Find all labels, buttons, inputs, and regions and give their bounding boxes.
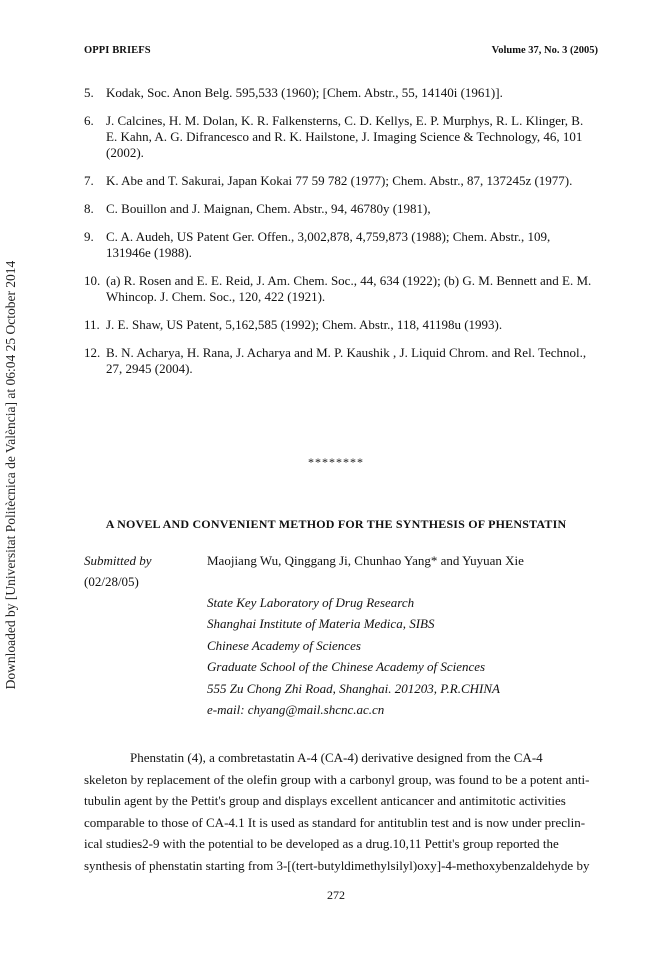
reference-item: [84, 85, 604, 101]
affiliation-line: 555 Zu Chong Zhi Road, Shanghai. 201203, P.R.CHINA: [207, 680, 501, 696]
reference-item: [84, 173, 604, 189]
reference-text: [106, 85, 604, 101]
reference-line: J. E. Shaw, US Patent, 5,162,585 (1992); Chem. Abstr., 118, 41198u (1993).: [106, 317, 503, 332]
affiliation-line: State Key Laboratory of Drug Research: [207, 595, 415, 610]
reference-number: 12.: [84, 345, 101, 360]
body-line: synthesis of phenstatin starting from 3-[(tert-butyldimethylsilyl)oxy]-4-methoxybenzaldehyde by: [84, 857, 590, 873]
reference-number: 10.: [84, 273, 101, 288]
reference-list: [84, 85, 604, 389]
reference-item: [84, 201, 604, 217]
reference-number: 9.: [84, 229, 94, 244]
reference-number: 6.: [84, 113, 94, 128]
body-line: Phenstatin (4), a combretastatin A-4 (CA-4) derivative designed from the CA-4: [130, 750, 543, 765]
reference-text: [106, 173, 604, 189]
reference-line: J. Calcines, H. M. Dolan, K. R. Falkensterns, C. D. Kellys, E. P. Murphys, R. L. Klinger, B.: [106, 113, 584, 128]
reference-item: [84, 273, 604, 305]
reference-line: Whincop. J. Chem. Soc., 120, 422 (1921).: [106, 289, 326, 304]
reference-line: C. Bouillon and J. Maignan, Chem. Abstr., 94, 46780y (1981),: [106, 201, 431, 216]
reference-item: [84, 113, 604, 161]
reference-text: [106, 273, 604, 305]
reference-item: [84, 229, 604, 261]
reference-number: 5.: [84, 85, 94, 100]
running-header-left: OPPI BRIEFS: [84, 45, 151, 56]
body-line: tubulin agent by the Pettit's group and displays excellent anticancer and antimitotic activities: [84, 793, 566, 809]
reference-number: 11.: [84, 317, 100, 332]
author-list: Maojiang Wu, Qinggang Ji, Chunhao Yang* and Yuyuan Xie: [207, 553, 524, 568]
reference-line: 131946e (1988).: [106, 245, 192, 260]
reference-text: [106, 345, 604, 377]
reference-line: (a) R. Rosen and E. E. Reid, J. Am. Chem. Soc., 44, 634 (1922); (b) G. M. Bennett and E. M.: [106, 273, 592, 288]
affiliation-line: Chinese Academy of Sciences: [207, 637, 361, 653]
reference-item: [84, 345, 604, 377]
reference-item: [84, 317, 604, 333]
submitted-date: (02/28/05): [84, 574, 139, 589]
download-stamp: [2, 250, 20, 700]
reference-text: [106, 113, 604, 161]
reference-line: K. Abe and T. Sakurai, Japan Kokai 77 59 782 (1977); Chem. Abstr., 87, 137245z (1977).: [106, 173, 573, 188]
affiliation-line: Shanghai Institute of Materia Medica, SIBS: [207, 616, 435, 632]
submitted-by-label: Submitted by: [84, 553, 152, 568]
body-line: comparable to those of CA-4.1 It is used as standard for antitublin test and is now under preclin-: [84, 814, 586, 830]
body-paragraph: [84, 747, 602, 877]
section-separator: ********: [308, 455, 364, 469]
reference-line: B. N. Acharya, H. Rana, J. Acharya and M. P. Kaushik , J. Liquid Chrom. and Rel. Technol.,: [106, 345, 587, 360]
affiliation-line: Graduate School of the Chinese Academy of Sciences: [207, 659, 486, 675]
affiliation-block: [207, 592, 500, 720]
reference-line: E. Kahn, A. G. Difrancesco and R. K. Hailstone, J. Imaging Science & Technology, 46, 101: [106, 129, 583, 144]
article-title: A NOVEL AND CONVENIENT METHOD FOR THE SYNTHESIS OF PHENSTATIN: [105, 517, 567, 531]
affiliation-email: e-mail: chyang@mail.shcnc.ac.cn: [207, 702, 385, 718]
body-line: ical studies2-9 with the potential to be developed as a drug.10,11 Pettit's group reported the: [84, 836, 559, 852]
reference-number: 7.: [84, 173, 94, 188]
reference-line: Kodak, Soc. Anon Belg. 595,533 (1960); [Chem. Abstr., 55, 14140i (1961)].: [106, 85, 503, 100]
reference-line: 27, 2945 (2004).: [106, 361, 193, 376]
running-header-right: Volume 37, No. 3 (2005): [491, 45, 598, 56]
reference-number: 8.: [84, 201, 94, 216]
reference-line: C. A. Audeh, US Patent Ger. Offen., 3,002,878, 4,759,873 (1988); Chem. Abstr., 109,: [106, 229, 551, 244]
page-number: 272: [327, 888, 345, 902]
reference-text: [106, 229, 604, 261]
download-stamp-text: Downloaded by [Universitat Politècnica de València] at 06:04 25 October 2014: [3, 260, 18, 690]
reference-text: [106, 201, 604, 217]
reference-line: (2002).: [106, 145, 144, 160]
reference-text: [106, 317, 604, 333]
body-line: skeleton by replacement of the olefin group with a carbonyl group, was found to be a potent anti-: [84, 771, 590, 787]
